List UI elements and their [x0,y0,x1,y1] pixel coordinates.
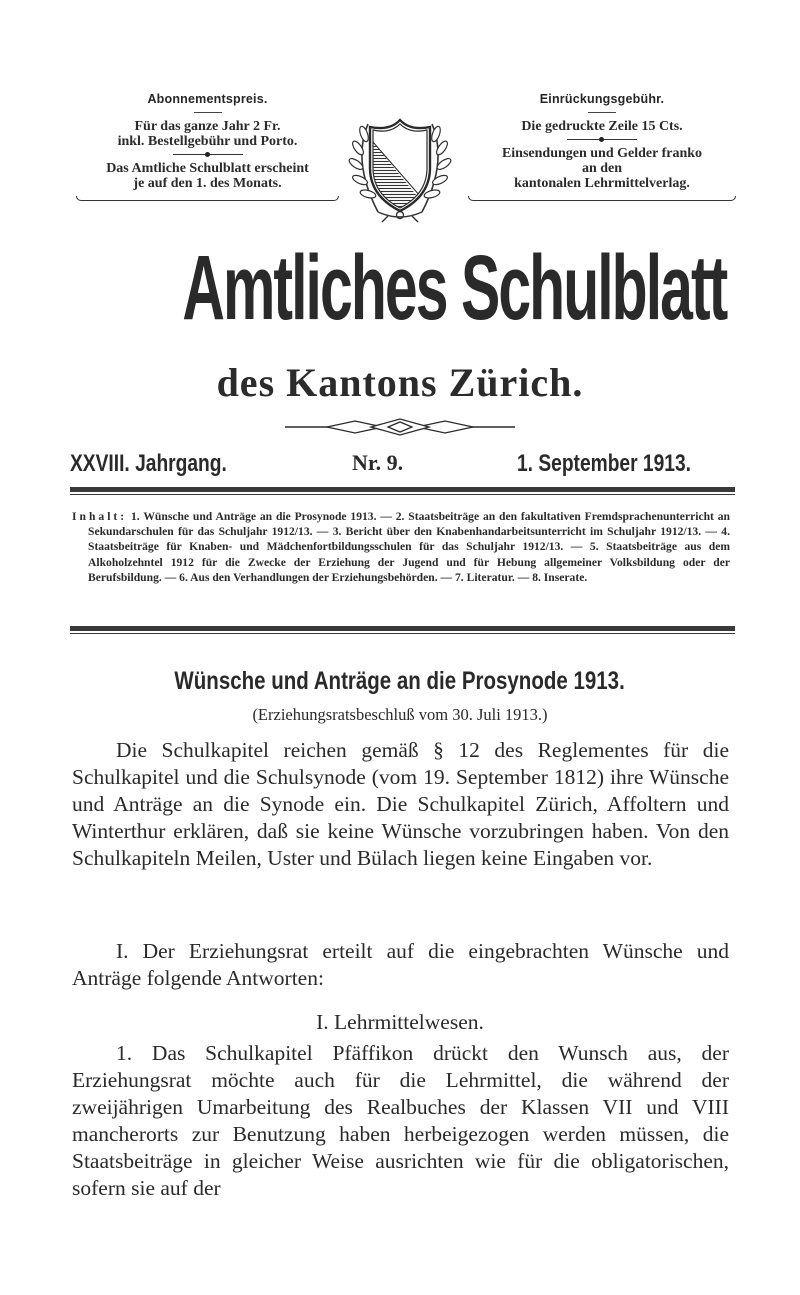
double-rule [70,626,735,634]
divider [194,112,222,113]
issue-info [70,450,734,478]
advertising-price-line: Die gedruckte Zeile 15 Cts. [521,119,683,134]
address-line: Einsendungen und Gelder franko [501,146,703,161]
article-subtitle: (Erziehungsratsbeschluß vom 30. Juli 1913.) [252,705,548,724]
advertising-label: Einrückungsgebühr. [539,92,665,106]
toc-label: Inhalt: [72,510,128,523]
double-rule [70,487,735,495]
issue-volume: XXVIII. Jahrgang. [70,450,227,477]
advertising-info [462,92,742,202]
ornamental-divider-icon [285,418,515,436]
section-paragraph: 1. Das Schulkapitel Pfäffikon drückt den Wunsch aus, der Erziehungsrat möchte auch für die Lehrmittel, die während der zweijährigen Umarbeitung des Realbuches der Klassen VII und VIII mancherorts zur Benutzung haben herbeigezogen werden müssen, die Staatsbeiträge in gleicher Weise ausrichten wie für die obligatorischen, sofern sie auf der [72,1041,729,1200]
subscription-label: Abonnementspreis. [147,92,268,106]
section-heading: I. Lehrmittelwesen. [316,1010,484,1034]
divider [588,112,616,113]
issue-date: 1. September 1913. [516,450,691,477]
zurich-coat-of-arms-icon [338,112,462,224]
masthead-title: Amtliches Schulblatt [182,237,727,339]
dot-divider [567,135,637,144]
article-paragraph: Die Schulkapitel reichen gemäß § 12 des Reglementes für die Schulkapitel und die Schulsynode (vom 19. September 1812) ihre Wünsche und Anträge an die Synode ein. Die Schulkapitel Zürich, Affoltern und Winterthur erklären, daß sie keine Wünsche vorzubringen haben. Von den Schulkapiteln Meilen, Uster und Bülach liegen keine Eingaben vor. [72,738,729,870]
subscription-price-line: Für das ganze Jahr 2 Fr. [134,119,281,134]
masthead-subtitle: des Kantons Zürich. [216,360,584,405]
issue-number: Nr. 9. [352,450,404,475]
subscription-price-line: inkl. Bestellgebühr und Porto. [117,134,298,149]
bracket-rule [70,194,345,202]
schedule-line: Das Amtliche Schulblatt erscheint [106,161,309,176]
schedule-line: je auf den 1. des Monats. [133,176,282,191]
table-of-contents [72,509,730,585]
dot-divider [173,150,243,159]
article-paragraph: I. Der Erziehungsrat erteilt auf die eingebrachten Wünsche und Anträge folgende Antworten: [72,939,729,990]
bracket-rule [462,194,742,202]
article-title: Wünsche und Anträge an die Prosynode 1913. [174,667,626,695]
subscription-info [70,92,345,202]
address-line: an den [581,161,623,176]
toc-entries: 1. Wünsche und Anträge an die Prosynode 1913. — 2. Staatsbeiträge an den fakultativen Fremdsprachenunterricht an Sekundarschulen für das Schuljahr 1912/13. — 3. Bericht über den Knabenhandarbeitsunterricht im Schuljahr 1912/13. — 4. Staatsbeiträge für Knaben- und Mädchenfortbildungsschulen für das Schuljahr 1912/13. — 5. Staatsbeiträge aus dem Alkoholzehntel 1912 für die Zwecke der Erziehung der Jugend und für Hebung allgemeiner Volksbildung oder der Berufsbildung. — 6. Aus den Verhandlungen der Erziehungsbehörden. — 7. Literatur. — 8. Inserate. [88,510,730,584]
address-line: kantonalen Lehrmittelverlag. [514,176,690,191]
